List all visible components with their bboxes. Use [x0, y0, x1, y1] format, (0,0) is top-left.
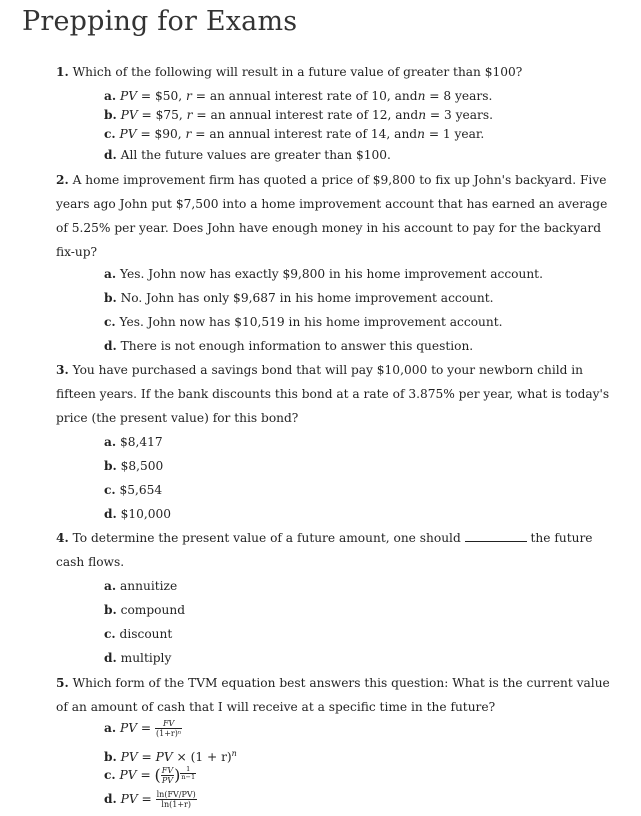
question-text-after: the future cash flows.: [56, 531, 593, 569]
option-3c: [104, 481, 162, 499]
equals-sign: =: [195, 127, 206, 141]
option-text: multiply: [120, 651, 172, 665]
fraction: [155, 719, 182, 738]
r-symbol: r: [185, 127, 192, 141]
option-text: $5,654: [119, 483, 163, 497]
r-symbol: r: [186, 89, 192, 103]
numerator: FV: [155, 719, 182, 729]
option-text: Yes. John now has $10,519 in his home improvement account.: [119, 315, 503, 329]
option-5a: [104, 719, 182, 738]
equals-sign: =: [195, 89, 206, 103]
option-text: annuitize: [120, 579, 178, 593]
option-letter: d.: [104, 792, 117, 806]
option-letter: c.: [104, 627, 116, 641]
option-4a: [104, 577, 177, 595]
n-symbol: n: [417, 127, 425, 141]
equals-sign: =: [140, 127, 151, 141]
question-number: 1.: [56, 65, 69, 79]
question-text: You have purchased a savings bond that will pay $10,000 to your newborn child in fifteen years. If the bank discounts this bond at a rate of 3.875% per year, what is today's price (the present value) for this bond?: [56, 363, 610, 425]
option-letter: a.: [104, 579, 117, 593]
pv-symbol: PV: [120, 721, 138, 735]
question-5: [56, 671, 616, 719]
left-paren: (: [154, 765, 161, 785]
exponent-numerator: 1: [180, 766, 196, 774]
equals-sign: =: [140, 721, 152, 735]
option-text: Yes. John now has exactly $9,800 in his home improvement account.: [120, 267, 543, 281]
numerator: FV: [161, 766, 174, 775]
option-text: compound: [120, 603, 185, 617]
option-letter: c.: [104, 483, 116, 497]
page-title: Prepping for Exams: [22, 6, 298, 37]
question-text: Which of the following will result in a future value of greater than $100?: [72, 65, 523, 79]
option-4b: [104, 601, 185, 619]
option-text: $8,500: [120, 459, 164, 473]
rate-text: an annual interest rate of 14,: [209, 127, 391, 141]
fraction: [156, 790, 197, 809]
option-4d: [104, 649, 171, 667]
and-word: and: [394, 89, 418, 103]
r-symbol: r: [186, 108, 193, 122]
option-letter: d.: [104, 148, 117, 162]
option-letter: d.: [104, 651, 117, 665]
equals-sign: =: [140, 768, 151, 782]
question-text: Which form of the TVM equation best answers this question: What is the current value of an amount of cash that I will receive at a specific time in the future?: [56, 676, 610, 714]
pv-symbol: PV: [120, 108, 138, 122]
n-value: 8 years.: [443, 89, 493, 103]
option-1a: [104, 87, 492, 105]
option-letter: b.: [104, 750, 117, 765]
pv-symbol: PV: [120, 750, 138, 765]
right-paren: ): [174, 765, 181, 785]
question-3: [56, 358, 616, 430]
question-2: [56, 168, 616, 264]
exponent-denominator: n−1: [181, 773, 196, 781]
n-symbol: n: [417, 89, 426, 103]
rate-text: an annual interest rate of 10,: [209, 89, 391, 103]
option-3a: [104, 433, 163, 451]
option-5c: [104, 766, 196, 785]
pv-value: $75,: [155, 108, 183, 122]
question-number: 2.: [56, 173, 69, 187]
exponent-fraction: [180, 766, 196, 781]
question-4: [56, 526, 616, 574]
pv-symbol: PV: [120, 89, 138, 103]
equals-sign: =: [141, 750, 152, 765]
option-text: There is not enough information to answer this question.: [120, 339, 474, 353]
option-letter: a.: [104, 89, 117, 103]
fraction: [161, 766, 174, 785]
option-2b: [104, 289, 494, 307]
option-letter: b.: [104, 603, 117, 617]
option-1b: [104, 106, 493, 124]
question-1: [56, 60, 616, 84]
equals-sign: =: [141, 108, 152, 122]
question-number: 4.: [56, 531, 69, 545]
option-text: discount: [119, 627, 173, 641]
growth-factor: (1 + r): [190, 750, 232, 765]
rate-text: an annual interest rate of 12,: [210, 108, 392, 122]
option-1d: [104, 146, 391, 164]
option-letter: c.: [104, 315, 116, 329]
option-1c: [104, 125, 484, 143]
denominator: (1+r)ⁿ: [156, 729, 182, 738]
and-word: and: [394, 127, 418, 141]
option-letter: b.: [104, 459, 117, 473]
option-letter: b.: [104, 108, 117, 122]
option-letter: c.: [104, 127, 116, 141]
pv-value: $90,: [154, 127, 182, 141]
times-sign: ×: [176, 750, 187, 765]
option-letter: c.: [104, 768, 116, 782]
equals-sign: =: [428, 127, 440, 141]
option-letter: a.: [104, 721, 117, 735]
equals-sign: =: [141, 792, 152, 806]
option-text: No. John has only $9,687 in his home improvement account.: [120, 291, 494, 305]
pv-value: $50,: [155, 89, 183, 103]
n-value: 1 year.: [442, 127, 485, 141]
option-letter: a.: [104, 435, 117, 449]
equals-sign: =: [429, 89, 440, 103]
option-letter: a.: [104, 267, 117, 281]
option-text: $8,417: [120, 435, 163, 449]
question-number: 5.: [56, 676, 69, 690]
n-value: 3 years.: [444, 108, 493, 122]
pv-symbol: PV: [119, 127, 137, 141]
option-letter: d.: [104, 339, 117, 353]
option-letter: d.: [104, 507, 117, 521]
exponent: n: [231, 749, 237, 758]
option-text: All the future values are greater than $100.: [120, 148, 391, 162]
option-3b: [104, 457, 163, 475]
option-2c: [104, 313, 503, 331]
option-letter: b.: [104, 291, 117, 305]
option-5b: [104, 745, 237, 766]
option-text: $10,000: [120, 507, 172, 521]
denominator: ln(1+r): [161, 800, 191, 809]
question-number: 3.: [56, 363, 69, 377]
option-4c: [104, 625, 172, 643]
and-word: and: [395, 108, 419, 122]
option-3d: [104, 505, 171, 523]
pv-symbol: PV: [120, 792, 138, 806]
question-text: A home improvement firm has quoted a price of $9,800 to fix up John's backyard. Five years ago John put $7,500 into a home improvement account that has earned an average of 5.25% per year. Does John have enough money in his account to pay for the backyard fix-up?: [56, 173, 608, 259]
n-symbol: n: [418, 108, 427, 122]
pv-symbol: PV: [119, 768, 137, 782]
denominator: PV: [161, 776, 174, 785]
equals-sign: =: [196, 108, 207, 122]
numerator: ln(FV/PV): [156, 790, 196, 799]
answer-blank: [465, 531, 527, 542]
equals-sign: =: [140, 89, 152, 103]
option-2d: [104, 337, 473, 355]
option-2a: [104, 265, 543, 283]
option-5d: [104, 790, 197, 809]
pv-symbol: PV: [155, 750, 173, 765]
equals-sign: =: [429, 108, 441, 122]
question-text-before: To determine the present value of a future amount, one should: [72, 531, 461, 545]
